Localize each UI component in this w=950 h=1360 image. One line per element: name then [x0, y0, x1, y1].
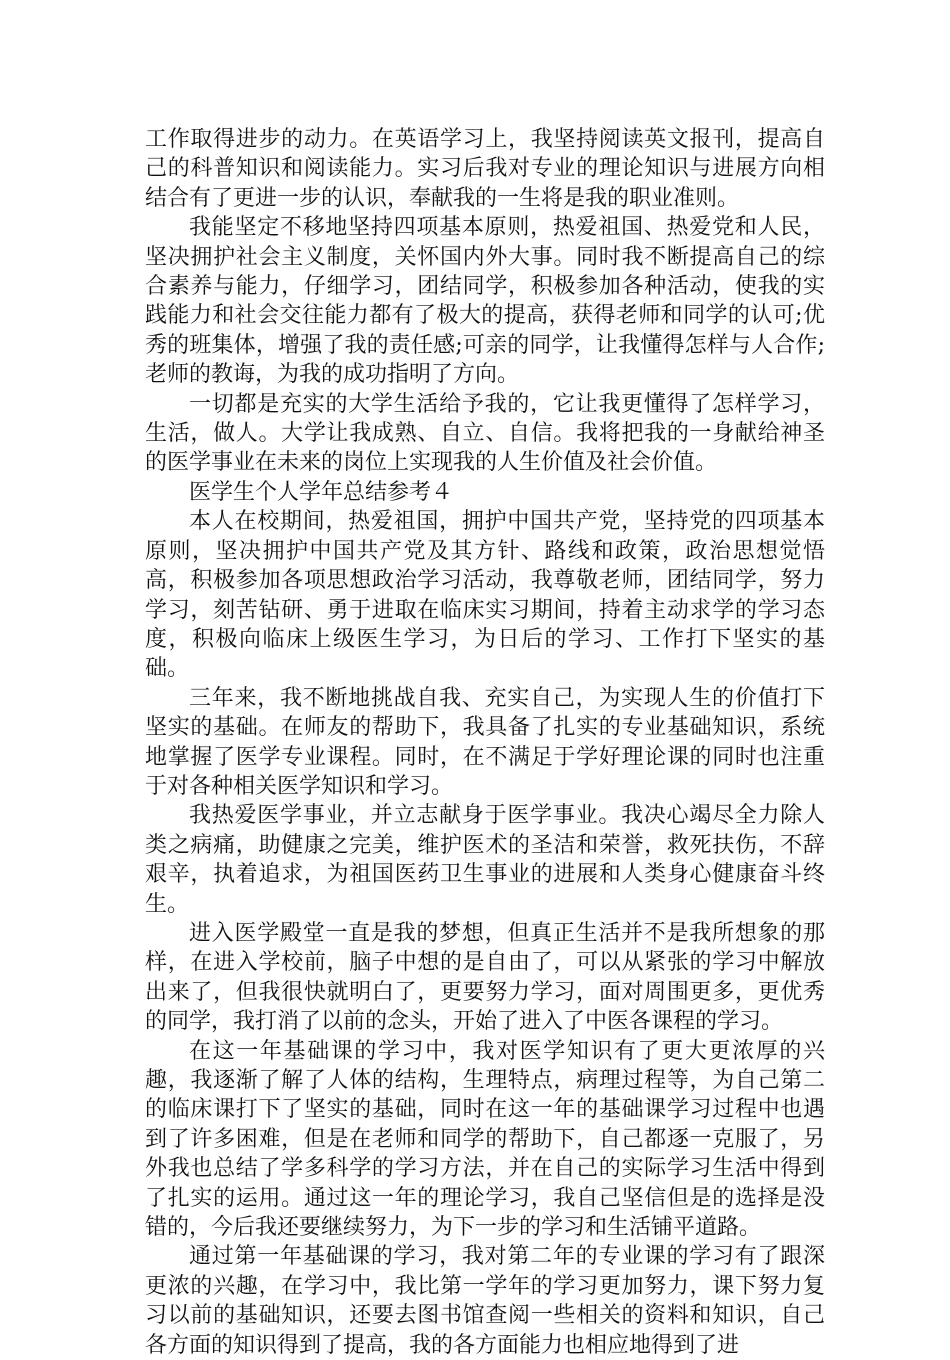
paragraph-dream: 进入医学殿堂一直是我的梦想，但真正生活并不是我所想象的那样，在进入学校前，脑子中想的是自由了，可以从紧张的学习中解放出来了，但我很快就明白了，更要努力学习，面对周围更多，更优秀的同学，我打消了以前的念头，开始了进入了中医各课程的学习。 [145, 920, 825, 1035]
paragraph-three-years: 三年来，我不断地挑战自我、充实自己，为实现人生的价值打下坚实的基础。在师友的帮助下，我具备了扎实的专业基础知识，系统地掌握了医学专业课程。同时，在不满足于学好理论课的同时也注重于对各种相关医学知识和学习。 [145, 685, 825, 799]
document-page [145, 125, 825, 1360]
paragraph-principles: 我能坚定不移地坚持四项基本原则，热爱祖国、热爱党和人民，坚决拥护社会主义制度，关怀国内外大事。同时我不断提高自己的综合素养与能力，仔细学习，团结同学，积极参加各种活动，使我的实践能力和社会交往能力都有了极大的提高，获得老师和同学的认可;优秀的班集体，增强了我的责任感;可亲的同学，让我懂得怎样与人合作;老师的教诲，为我的成功指明了方向。 [145, 215, 825, 388]
paragraph-continued: 工作取得进步的动力。在英语学习上，我坚持阅读英文报刊，提高自己的科普知识和阅读能力。实习后我对专业的理论知识与进展方向相结合有了更进一步的认识，奉献我的一生将是我的职业准则。 [145, 127, 825, 211]
paragraph-college-life: 一切都是充实的大学生活给予我的，它让我更懂得了怎样学习，生活，做人。大学让我成熟、自立、自信。我将把我的一身献给神圣的医学事业在未来的岗位上实现我的人生价值及社会价值。 [145, 391, 825, 476]
paragraph-first-year: 在这一年基础课的学习中，我对医学知识有了更大更浓厚的兴趣，我逐渐了解了人体的结构，生理特点，病理过程等，为自己第二的临床课打下了坚实的基础，同时在这一年的基础课学习过程中也遇到了许多困难，但是在老师和同学的帮助下，自己都逐一克服了，另外我也总结了学多科学的学习方法，并在自己的实际学习生活中得到了扎实的运用。通过这一年的理论学习，我自己坚信但是的选择是没错的，今后我还要继续努力，为下一步的学习和生活铺平道路。 [145, 1038, 825, 1241]
section-heading: 医学生个人学年总结参考４ [189, 479, 454, 505]
paragraph-medical-career: 我热爱医学事业，并立志献身于医学事业。我决心竭尽全力除人类之病痛，助健康之完美，维护医术的圣洁和荣誉，救死扶伤，不辞艰辛，执着追求，为祖国医药卫生事业的进展和人类身心健康奋斗终生。 [145, 803, 825, 917]
paragraph-school-period: 本人在校期间，热爱祖国，拥护中国共产党，坚持党的四项基本原则，坚决拥护中国共产党及其方针、路线和政策，政治思想觉悟高，积极参加各项思想政治学习活动，我尊敬老师，团结同学，努力学习，刻苦钻研、勇于进取在临床实习期间，持着主动求学的学习态度，积极向临床上级医生学习，为日后的学习、工作打下坚实的基础。 [145, 509, 825, 682]
paragraph-second-year: 通过第一年基础课的学习，我对第二年的专业课的学习有了跟深更浓的兴趣，在学习中，我比第一学年的学习更加努力，课下努力复习以前的基础知识，还要去图书馆查阅一些相关的资料和知识，自己各方面的知识得到了提高，我的各方面能力也相应地得到了进 [145, 1244, 825, 1358]
